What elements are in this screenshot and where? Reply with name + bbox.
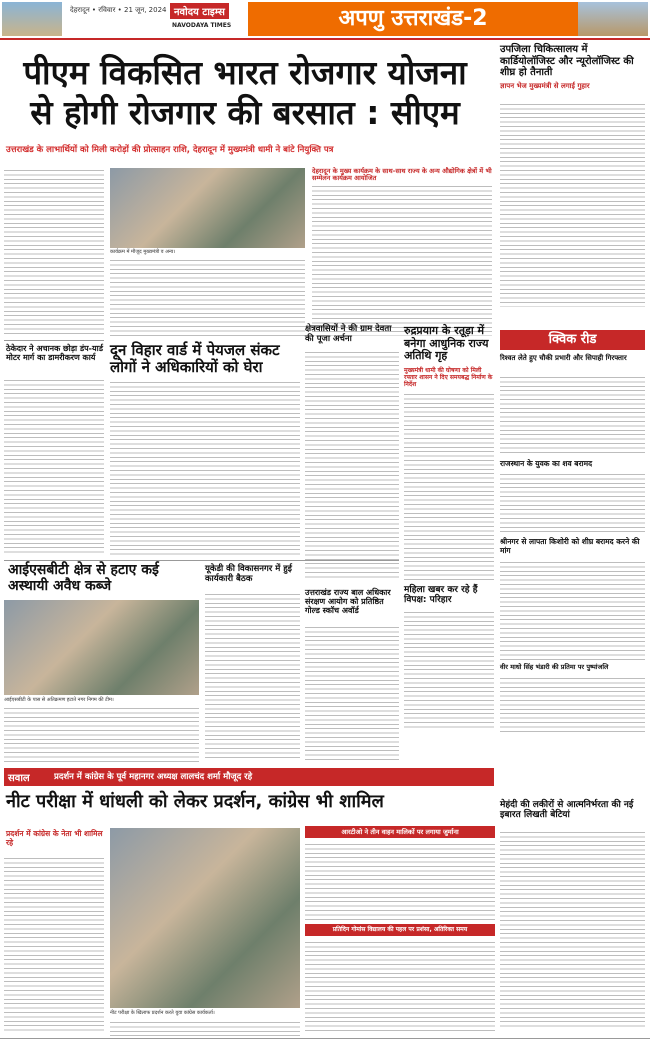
quick-read-item2: राजस्थान के युवक का शव बरामद: [500, 459, 593, 468]
masthead: [0, 0, 650, 40]
lead-body-col1: [4, 168, 104, 336]
school-text: [305, 940, 495, 1034]
quick-read-item3-text: [500, 560, 645, 660]
ukd-story-text: [205, 592, 300, 760]
divider-mid: [4, 560, 399, 561]
bottom-left-subhead: प्रदर्शन में कांग्रेस के नेता भी शामिल रहे: [6, 829, 103, 847]
right-top-subhead: ज्ञापन भेज मुख्यमंत्री से लगाई गुहार: [500, 82, 590, 90]
mahila-story-headline: महिला खबर कर रहे हैं विपक्ष: परिहार: [404, 585, 478, 606]
water-story-text: [110, 380, 300, 558]
bottom-left-text: [4, 856, 104, 1034]
rto-text: [305, 842, 495, 920]
lead-photo: [110, 168, 305, 248]
lead-headline-1: पीएम विकसित भारत रोजगार योजना: [23, 53, 467, 92]
quick-read-item2-text: [500, 472, 645, 532]
paper-logo-english: NAVODAYA TIMES: [172, 22, 232, 29]
neet-text: [110, 1020, 300, 1038]
water-story-headline: दून विहार वार्ड में पेयजल संकट लोगों ने अधिकारियों को घेरा: [110, 341, 280, 377]
neet-protest-photo: [110, 828, 300, 1008]
rudra-story-text: [404, 392, 494, 580]
left-story-headline: ठेकेदार ने अचानक छोड़ा डंप-यार्ड मोटर मार्ग का डामरीकरण कार्य: [6, 344, 103, 363]
mahila-story-text: [404, 610, 494, 730]
quick-read-item1: रिश्वत लेते हुए चौकी प्रभारी और सिपाही गिरफ्तार: [500, 354, 627, 362]
quick-read-item4: वीर माधो सिंह भंडारी की प्रतिमा पर पुष्पांजलि: [500, 663, 609, 671]
school-strip: प्रतिदिन गोमांस विद्यालय की पहल पर प्रशंसा, अतिरिक्त समय: [305, 924, 495, 936]
temple-photo-left: [2, 2, 62, 36]
dateline: देहरादून • रविवार • 21 जून, 2024: [70, 6, 167, 14]
divider-left: [4, 340, 104, 341]
mehndi-story-text: [500, 830, 645, 1030]
right-top-headline: उपजिला चिकित्सालय में कार्डियोलॉजिस्ट और न्यूरोलॉजिस्ट की शीघ्र हो तैनाती: [500, 44, 634, 78]
lead-side-caption: देहरादून के मुख्य कार्यक्रम के साथ-साथ राज्य के अन्य औद्योगिक क्षेत्रों में भी सम्मेलन कार्यक्रम आयोजित: [312, 167, 492, 183]
bottom-headline: नीट परीक्षा में धांधली को लेकर प्रदर्शन, कांग्रेस भी शामिल: [6, 791, 384, 812]
isbt-photo-caption: आईएसबीटी के पास से अतिक्रमण हटाते नगर निगम की टीम।: [4, 697, 114, 703]
kshetra-story-headline: क्षेत्रवासियों ने की ग्राम देवता की पूजा अर्चना: [305, 324, 392, 344]
paper-logo: नवोदय टाइम्स: [170, 3, 229, 19]
left-story-text: [4, 378, 104, 556]
lead-photo-caption: कार्यक्रम में मौजूद मुख्यमंत्री व अन्य।: [110, 249, 176, 255]
lead-body-col2: [110, 258, 305, 336]
quick-read-item3: श्रीनगर से लापता किशोरी को शीघ्र बरामद करने की मांग: [500, 537, 640, 555]
rudra-story-subhead: मुख्यमंत्री धामी की घोषणा को मिली रफ्तार शासन ने दिए समयबद्ध निर्माण के निर्देश: [404, 367, 493, 388]
lead-headline-2: से होगी रोजगार की बरसात : सीएम: [30, 93, 460, 132]
mehndi-story-headline: मेहंदी की लकीरों से आत्मनिर्भरता की नई इबारत लिखती बेटियां: [500, 800, 634, 821]
sawal-kicker: प्रदर्शन में कांग्रेस के पूर्व महानगर अध्यक्ष लालचंद शर्मा मौजूद रहे: [54, 772, 253, 782]
quick-read-label: क्विक रीड: [500, 330, 645, 350]
neet-photo-caption: नीट परीक्षा के खिलाफ प्रदर्शन करते युवा कांग्रेस कार्यकर्ता।: [110, 1010, 215, 1016]
rudra-story-headline: रुद्रप्रयाग के रतूड़ा में बनेगा आधुनिक राज्य अतिथि गृह: [404, 324, 489, 363]
right-top-text: [500, 102, 645, 307]
lead-body-col3: [312, 184, 492, 336]
quick-read-item1-text: [500, 375, 645, 455]
aayog-story-text: [305, 625, 399, 762]
sawal-bar: [4, 768, 494, 786]
sawal-tag: सवाल: [8, 773, 30, 784]
quick-read-item4-text: [500, 676, 645, 732]
section-title: अपणु उत्तराखंड-2: [248, 2, 578, 36]
bottom-divider: [0, 1038, 650, 1039]
ukd-story-headline: यूकेडी की विकासनगर में हुई कार्यकारी बैठक: [205, 564, 292, 584]
isbt-story-headline: आईएसबीटी क्षेत्र से हटाए कई अस्थायी अवैध कब्जे: [8, 562, 159, 595]
kshetra-story-text: [305, 350, 399, 580]
lead-subhead: उत्तराखंड के लाभार्थियों को मिली करोड़ों की प्रोत्साहन राशि, देहरादून में मुख्यमंत्री धामी ने बांटे नियुक्ति पत्र: [6, 145, 334, 155]
aayog-story-headline: उत्तराखंड राज्य बाल अधिकार संरक्षण आयोग को प्रतिष्ठित गोल्ड स्कॉच अवॉर्ड: [305, 588, 391, 616]
rto-strip: आरटीओ ने तीन वाहन मालिकों पर लगाया जुर्माना: [305, 826, 495, 838]
isbt-story-text: [4, 706, 199, 762]
isbt-photo: [4, 600, 199, 695]
temple-photo-right: [578, 2, 648, 36]
